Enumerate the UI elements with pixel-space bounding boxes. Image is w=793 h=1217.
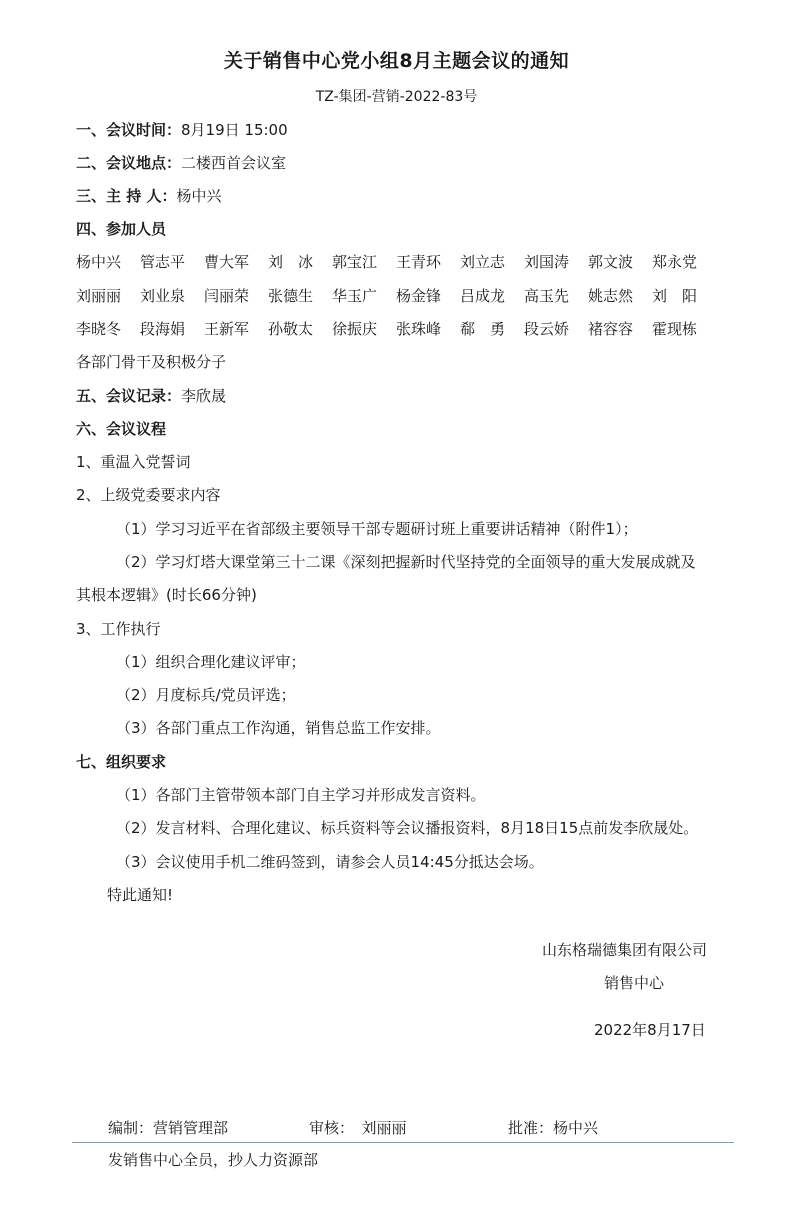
requirement-1: （1）各部门主管带领本部门自主学习并形成发言资料。 — [116, 786, 486, 804]
meeting-record-label: 五、会议记录： — [76, 387, 182, 405]
closing-remark: 特此通知! — [107, 886, 174, 904]
attendee-name: 王新军 — [204, 320, 250, 338]
attendee-name: 杨中兴 — [76, 253, 122, 271]
agenda-item-3-2: （2）月度标兵/党员评选； — [116, 686, 296, 704]
meeting-place — [76, 151, 286, 175]
attendee-name: 郭宝江 — [332, 253, 378, 271]
attendees-row-1 — [76, 250, 716, 274]
attendee-name: 张德生 — [268, 287, 314, 305]
attendee-name: 段云娇 — [524, 320, 570, 338]
attendee-name: 姚志然 — [588, 287, 634, 305]
attendee-name: 李晓冬 — [76, 320, 122, 338]
attendee-name: 刘国涛 — [524, 253, 570, 271]
meeting-record — [76, 384, 226, 408]
footer-editor: 编制：营销管理部 — [108, 1119, 229, 1137]
meeting-host-label: 三、主 持 人： — [76, 187, 177, 205]
agenda-item-2-2: （2）学习灯塔大课堂第三十二课《深刻把握新时代坚持党的全面领导的重大发展成就及 — [116, 553, 696, 571]
agenda-item-3-3: （3）各部门重点工作沟通，销售总监工作安排。 — [116, 719, 441, 737]
footer-reviewer: 审核： 刘丽丽 — [309, 1119, 407, 1137]
meeting-place-label: 二、会议地点： — [76, 154, 182, 172]
attendee-name: 吕成龙 — [460, 287, 506, 305]
requirements-heading — [76, 750, 166, 774]
attendees-extra: 各部门骨干及积极分子 — [76, 353, 227, 371]
agenda-item-2-2-continued: 其根本逻辑》(时长66分钟) — [76, 586, 257, 604]
attendee-name: 郑永党 — [652, 253, 698, 271]
agenda-item-2-1: （1）学习习近平在省部级主要领导干部专题研讨班上重要讲话精神（附件1）； — [116, 520, 638, 538]
attendee-name: 霍现栋 — [652, 320, 698, 338]
attendee-name: 褚容容 — [588, 320, 634, 338]
signature-date: 2022年8月17日 — [594, 1021, 706, 1039]
attendees-row-3 — [76, 317, 716, 341]
agenda-heading — [76, 417, 166, 441]
attendee-name: 刘 阳 — [652, 287, 698, 305]
document-number: TZ-集团-营销-2022-83号 — [315, 89, 478, 105]
attendee-name: 段海娟 — [140, 320, 186, 338]
meeting-place-value: 二楼西首会议室 — [181, 154, 287, 172]
agenda-item-3-1: （1）组织合理化建议评审； — [116, 653, 306, 671]
agenda-item-1: 1、重温入党誓词 — [76, 453, 191, 471]
attendee-name: 杨金锋 — [396, 287, 442, 305]
meeting-record-value: 李欣晟 — [181, 387, 227, 405]
attendee-name: 刘丽丽 — [76, 287, 122, 305]
signature-department: 销售中心 — [604, 974, 665, 992]
attendee-name: 郭文波 — [588, 253, 634, 271]
attendees-label: 四、参加人员 — [76, 220, 167, 238]
attendee-name: 刘业泉 — [140, 287, 186, 305]
attendee-name: 张珠峰 — [396, 320, 442, 338]
agenda-item-3: 3、工作执行 — [76, 620, 161, 638]
signature-company: 山东格瑞德集团有限公司 — [542, 941, 708, 959]
requirements-label: 七、组织要求 — [76, 753, 167, 771]
attendee-name: 王青环 — [396, 253, 442, 271]
meeting-time — [76, 118, 288, 142]
attendee-name: 华玉广 — [332, 287, 378, 305]
attendee-name: 管志平 — [140, 253, 186, 271]
attendee-name: 徐振庆 — [332, 320, 378, 338]
agenda-item-2: 2、上级党委要求内容 — [76, 486, 221, 504]
attendee-name: 刘立志 — [460, 253, 506, 271]
footer-divider — [72, 1142, 734, 1143]
attendee-name: 曹大军 — [204, 253, 250, 271]
meeting-time-label: 一、会议时间： — [76, 121, 182, 139]
requirement-2: （2）发言材料、合理化建议、标兵资料等会议播报资料，8月18日15点前发李欣晟处。 — [116, 819, 699, 837]
meeting-host — [76, 184, 221, 208]
attendee-name: 高玉先 — [524, 287, 570, 305]
meeting-host-value: 杨中兴 — [176, 187, 222, 205]
attendee-name: 郗 勇 — [460, 320, 506, 338]
attendees-heading — [76, 217, 166, 241]
footer-distribution: 发销售中心全员，抄人力资源部 — [108, 1151, 319, 1169]
attendee-name: 孙敬太 — [268, 320, 314, 338]
agenda-label: 六、会议议程 — [76, 420, 167, 438]
document-title: 关于销售中心党小组8月主题会议的通知 — [223, 50, 570, 72]
attendee-name: 闫丽荣 — [204, 287, 250, 305]
requirement-3: （3）会议使用手机二维码签到，请参会人员14:45分抵达会场。 — [116, 853, 544, 871]
meeting-time-value: 8月19日 15:00 — [181, 121, 288, 139]
attendee-name: 刘 冰 — [268, 253, 314, 271]
footer-approver: 批准：杨中兴 — [508, 1119, 599, 1137]
attendees-row-2 — [76, 284, 716, 308]
